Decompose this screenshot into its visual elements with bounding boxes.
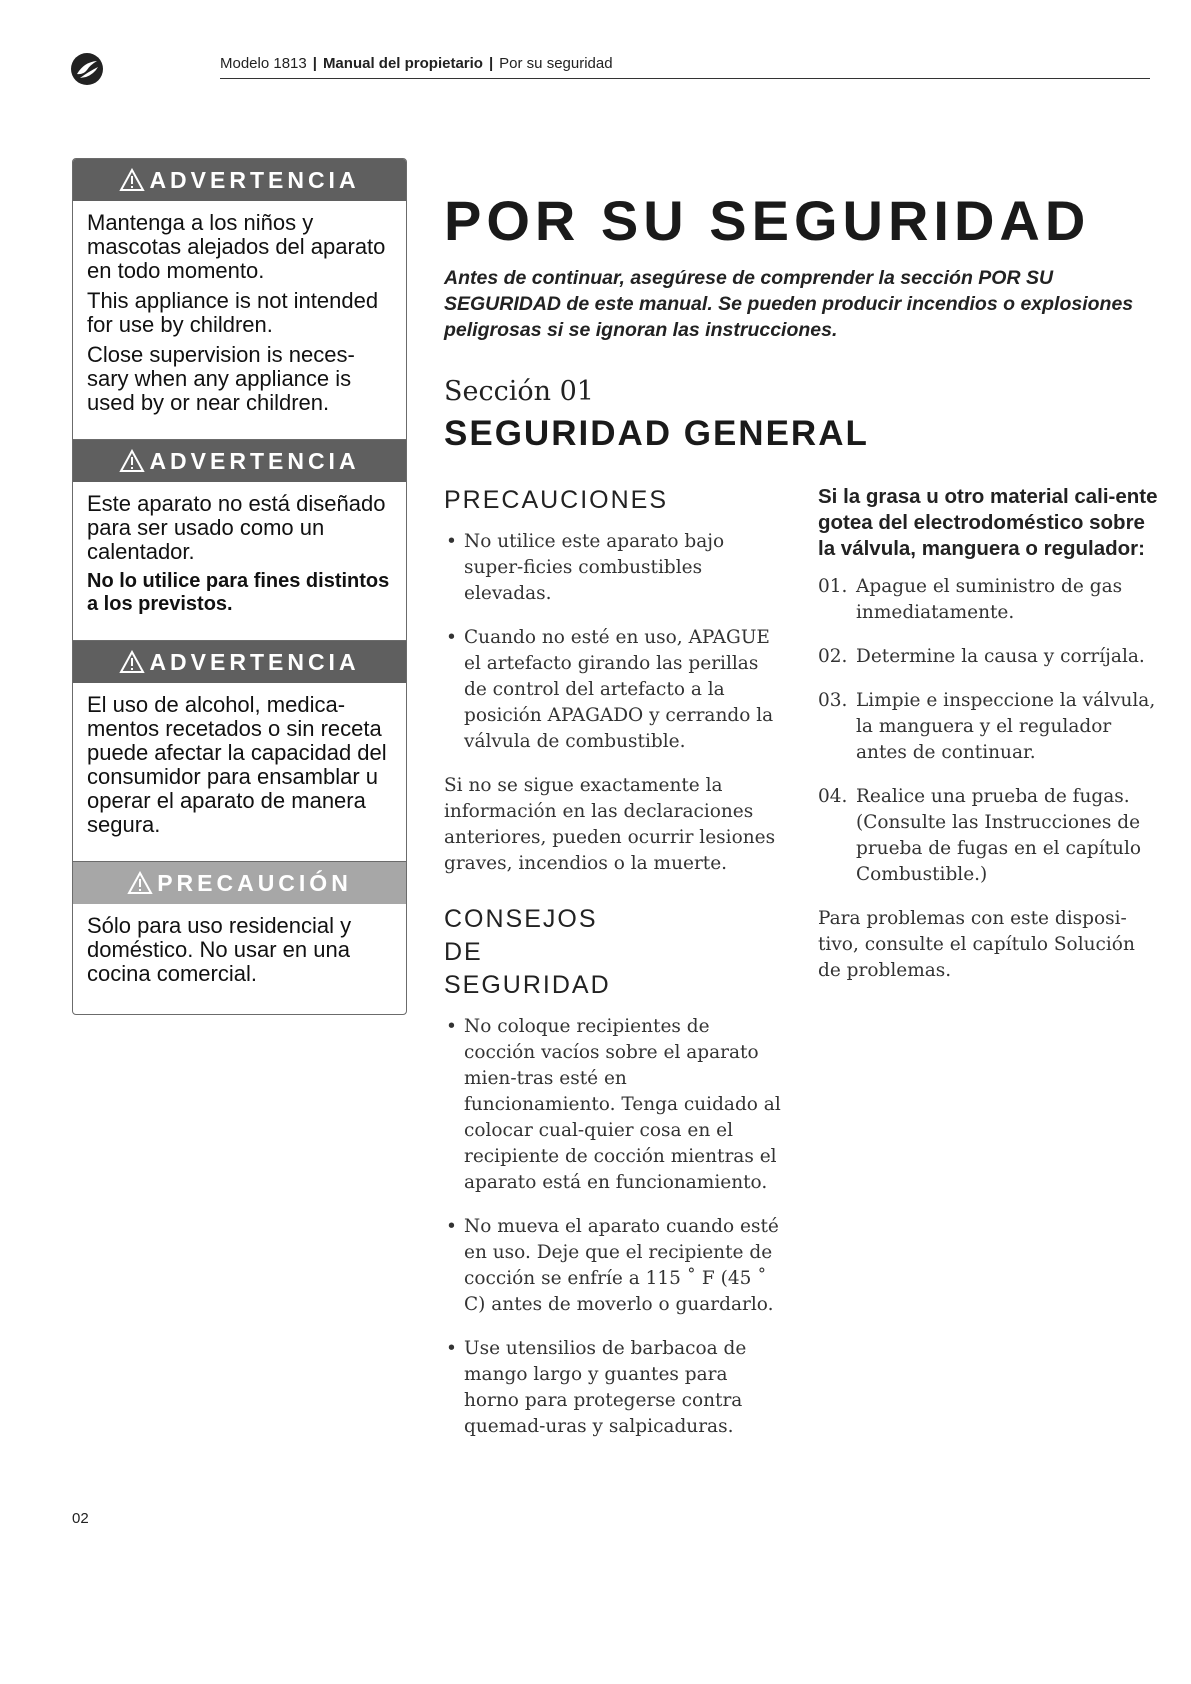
column-left (444, 484, 784, 1458)
brand-logo-icon (70, 52, 104, 86)
section-title: SEGURIDAD GENERAL (444, 414, 869, 453)
column-right (818, 484, 1158, 1010)
step-number: 02. (818, 646, 848, 667)
warning-panel (72, 158, 407, 1015)
warning-text: Mantenga a los niños y mascotas alejados del aparato en todo momento. (87, 210, 386, 283)
header-section: Por su seguridad (499, 55, 613, 72)
warning-bold-text: No lo utilice para fines distintos a los previstos. (87, 570, 390, 615)
caution-text: Sólo para uso residencial y doméstico. No usar en una cocina comercial. (87, 913, 352, 986)
intro-text: Antes de continuar, asegúrese de comprender la sección POR SU SEGURIDAD de este manual. Se pueden producir incendios o explosiones peligrosas si se ignoran las instrucciones. (444, 267, 1134, 341)
header-separator: | (312, 55, 317, 72)
section-number: Sección 01 (444, 376, 594, 407)
step-number: 01. (818, 576, 848, 597)
step-text: Determine la causa y corríjala. (856, 646, 1145, 667)
step-number: 03. (818, 690, 848, 711)
warning-text: Close supervision is neces-sary when any appliance is used by or near children. (87, 342, 355, 415)
warning-header (73, 159, 406, 201)
list-item: • Cuando no esté en uso, APAGUE el artefacto girando las perillas de control del artefacto a la posición APAGADO y cerrando la válvula de combustible. (444, 625, 784, 755)
warning-text: Este aparato no está diseñado para ser usado como un calentador. (87, 491, 386, 564)
troubleshooting-note: Para problemas con este disposi-tivo, consulte el capítulo Solución de problemas. (818, 908, 1135, 981)
warning-text: This appliance is not intended for use by children. (87, 288, 379, 337)
list-item: • No mueva el aparato cuando esté en uso. Deje que el recipiente de cocción se enfríe a 115 ˚ F (45 ˚ C) antes de moverlo o guardarlo. (444, 1214, 784, 1318)
step-text: Limpie e inspeccione la válvula, la manguera y el regulador antes de continuar. (856, 690, 1156, 763)
warning-label: ADVERTENCIA (149, 447, 360, 474)
precautions-list (444, 529, 784, 755)
warning-body (73, 482, 406, 641)
page-title: POR SU SEGURIDAD (444, 189, 1091, 252)
warning-triangle-icon (119, 449, 145, 473)
precautions-heading: PRECAUCIONES (444, 486, 669, 514)
list-item: • No utilice este aparato bajo super-ficies combustibles elevadas. (444, 529, 784, 607)
step-item (818, 644, 1158, 670)
step-text: Apague el suministro de gas inmediatamente. (856, 576, 1123, 623)
tips-heading: CONSEJOS DE SEGURIDAD (444, 905, 611, 999)
step-item (818, 784, 1158, 888)
warning-body (73, 683, 406, 862)
step-number: 04. (818, 786, 848, 807)
header-model: Modelo 1813 (220, 55, 307, 72)
grease-steps (818, 574, 1158, 888)
header-separator: | (488, 55, 494, 72)
warning-triangle-icon (119, 168, 145, 192)
caution-label: PRECAUCIÓN (157, 869, 352, 896)
caution-body (73, 904, 406, 1014)
step-item (818, 574, 1158, 626)
warning-body (73, 201, 406, 440)
grease-lead: Si la grasa u otro material cali-ente gotea del electrodoméstico sobre la válvula, manguera o regulador: (818, 485, 1158, 560)
tips-list (444, 1014, 784, 1440)
warning-label: ADVERTENCIA (149, 166, 360, 193)
caution-header (73, 862, 406, 904)
list-item: • No coloque recipientes de cocción vacíos sobre el aparato mien-tras esté en funcionamiento. Tenga cuidado al colocar cual-quier cosa en el recipiente de cocción mientras el aparato está en funcionamiento. (444, 1014, 784, 1196)
step-item (818, 688, 1158, 766)
page-number: 02 (72, 1510, 89, 1527)
warning-text: El uso de alcohol, medica-mentos recetados o sin receta puede afectar la capacidad del consumidor para ensamblar u operar el aparato de manera segura. (87, 692, 387, 837)
warning-header (73, 440, 406, 482)
caution-triangle-icon (127, 871, 153, 895)
warning-triangle-icon (119, 650, 145, 674)
precautions-note: Si no se sigue exactamente la información en las declaraciones anteriores, pueden ocurrir lesiones graves, incendios o la muerte. (444, 775, 776, 874)
header-manual: Manual del propietario (322, 55, 483, 72)
list-item: • Use utensilios de barbacoa de mango largo y guantes para horno para protegerse contra quemad-uras y salpicaduras. (444, 1336, 784, 1440)
warning-header (73, 641, 406, 683)
warning-label: ADVERTENCIA (149, 648, 360, 675)
running-header (220, 55, 1150, 79)
step-text: Realice una prueba de fugas. (Consulte las Instrucciones de prueba de fugas en el capítulo Combustible.) (856, 786, 1142, 885)
